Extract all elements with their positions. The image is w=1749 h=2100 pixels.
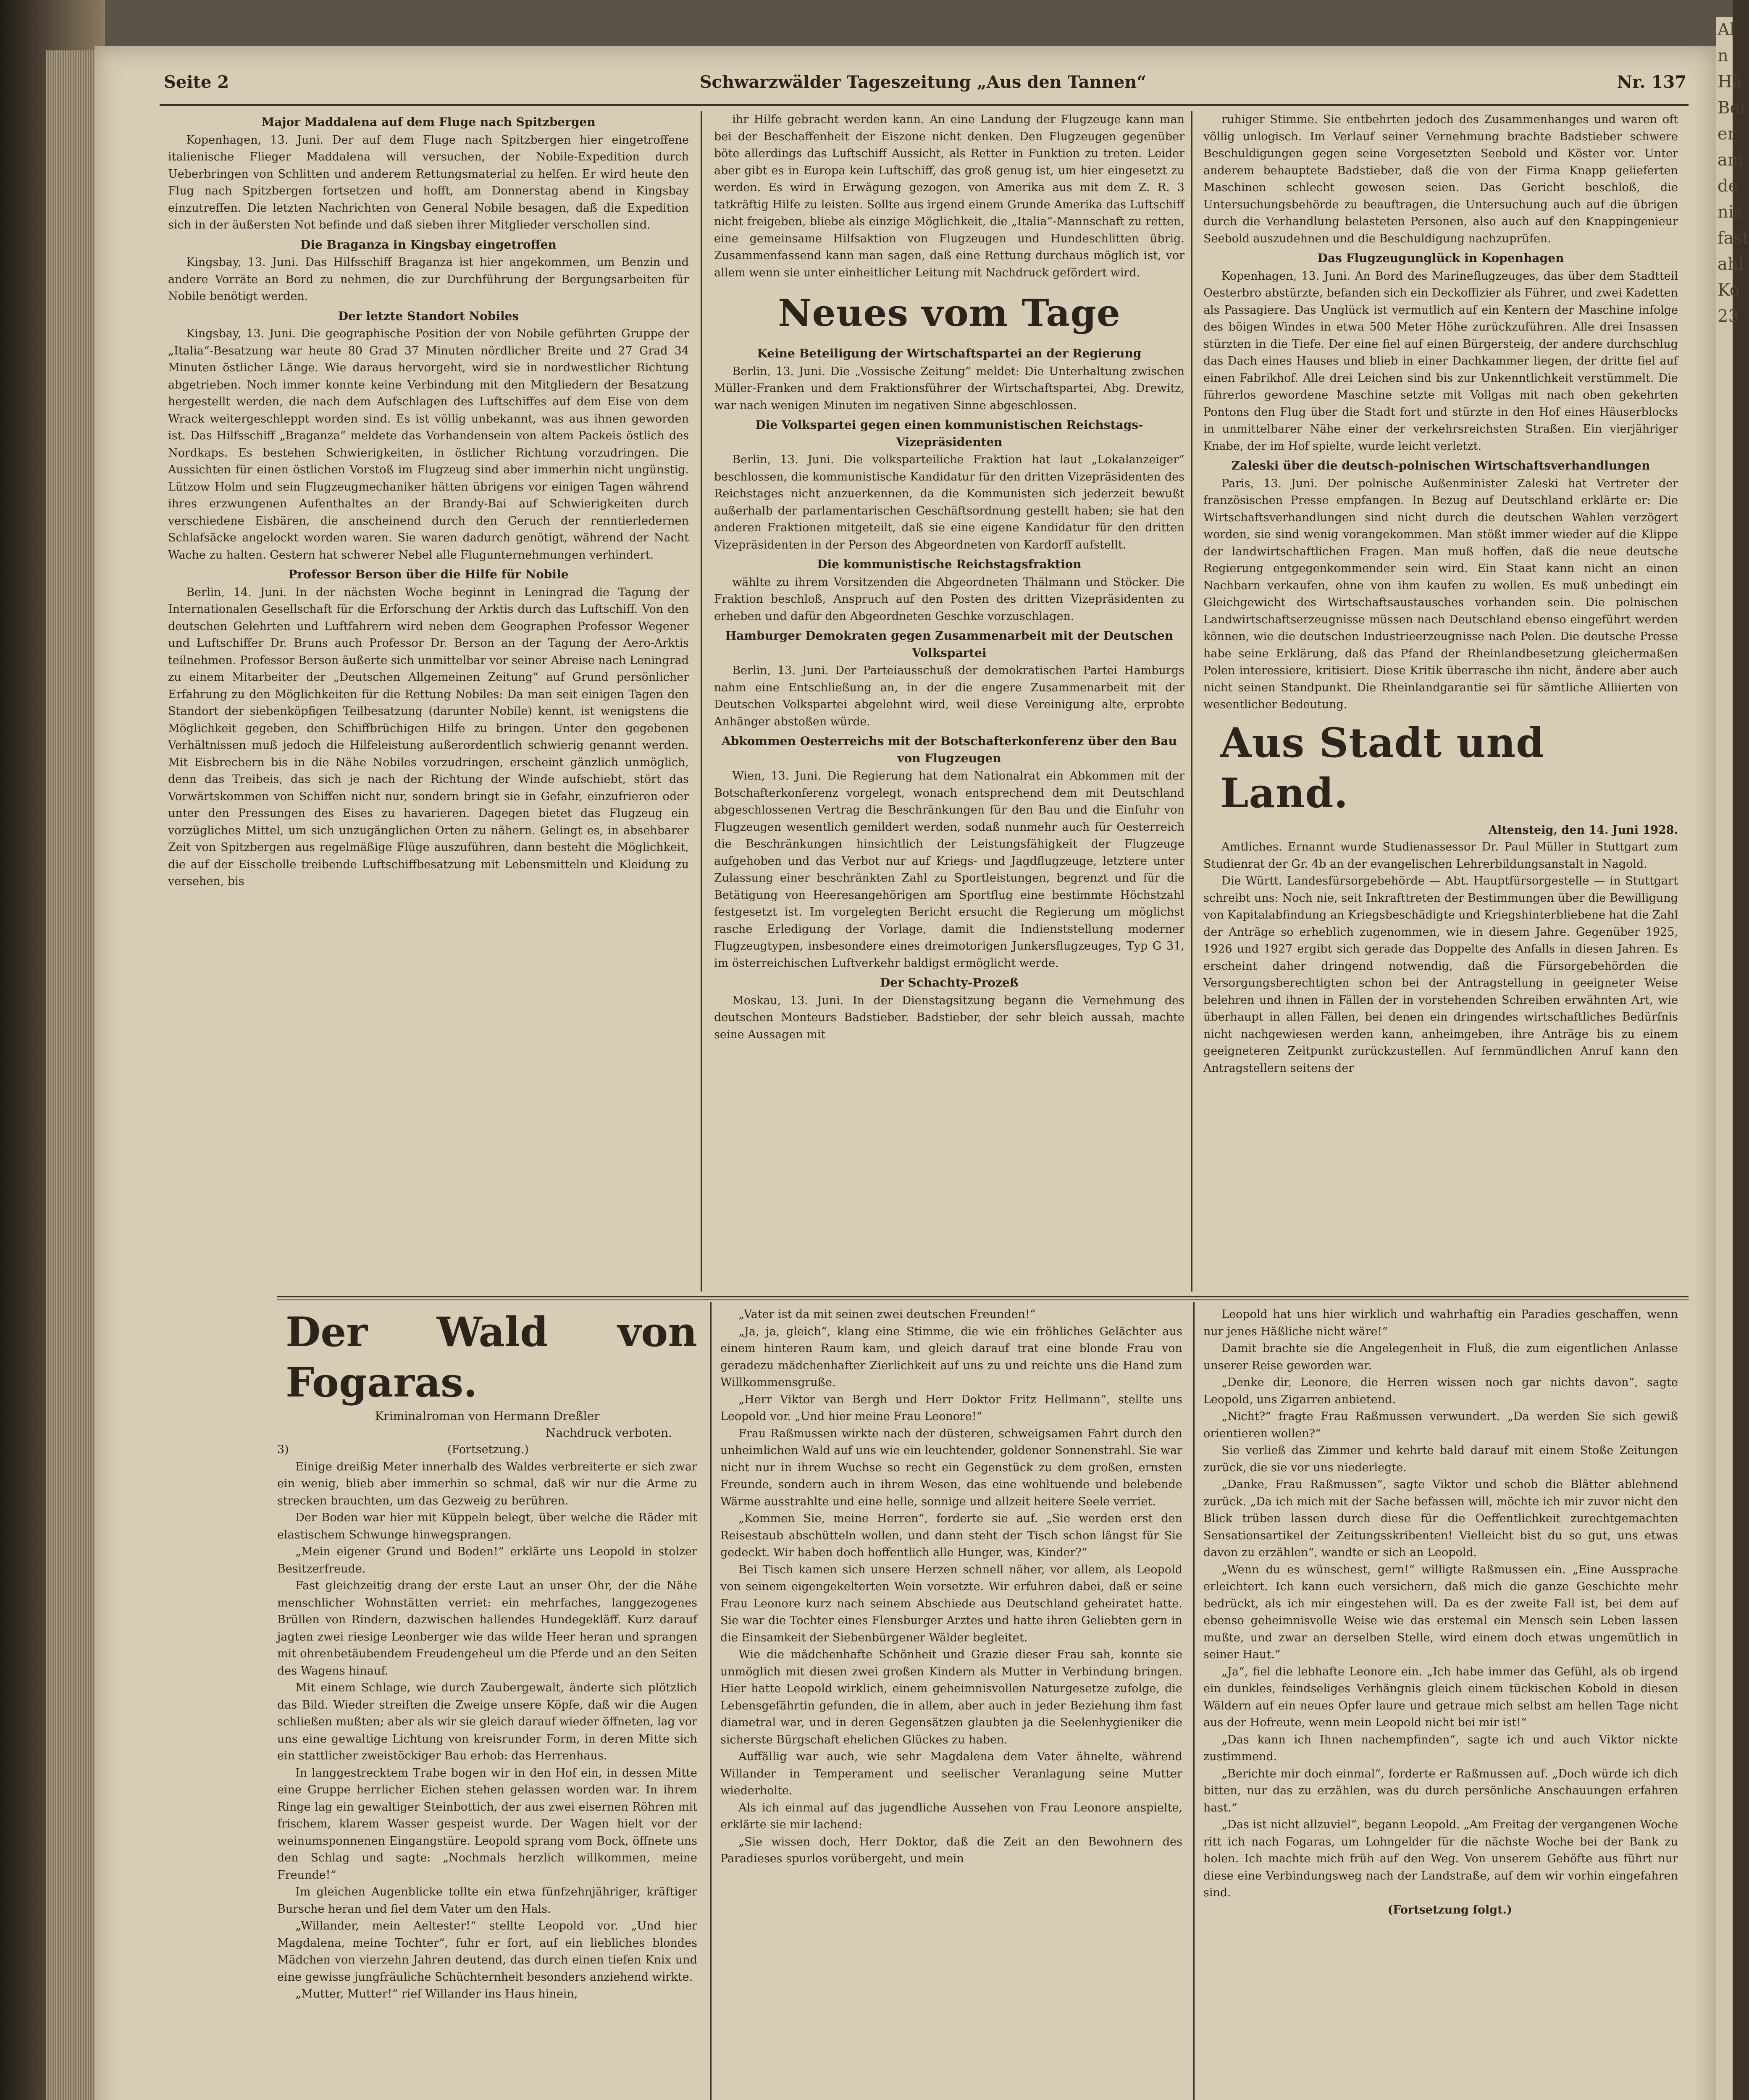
- edge-fragment: fast: [1717, 228, 1749, 248]
- article-headline: Major Maddalena auf dem Fluge nach Spitzbergen: [261, 115, 596, 129]
- serial-paragraph: „Kommen Sie, meine Herren“, forderte sie auf. „Sie werden erst den Reisestaub abschütteln wollen, und dann steht der Tisch schon längst für Sie gedeckt. Wir haben doch hoffentlich alle Hunger, was, Kinder?“: [720, 1512, 1182, 1559]
- serial-paragraph: Sie verließ das Zimmer und kehrte bald darauf mit einem Stoße Zeitungen zurück, die sie vor uns niederlegte.: [1203, 1444, 1678, 1474]
- serial-byline: Kriminalroman von Hermann Dreßler: [375, 1409, 600, 1423]
- page-edges: [46, 50, 101, 2100]
- serial-column-2: [720, 1306, 1182, 2100]
- serial-paragraph: Wie die mädchenhafte Schönheit und Grazie dieser Frau sah, konnte sie unmöglich mit diesen zwei großen Kindern als Mutter in Verbindung bringen. Hier hatte Leopold wirklich, einem geheimnisvollen Naturgesetze zufolge, die Lebensgefährtin gefunden, die in allem, aber auch in jeder Beziehung ihm fast diametral war, und in deren Gegensätzen glaubten ja die Seelenhygieniker die sicherste Bürgschaft ehelichen Glückes zu haben.: [720, 1648, 1182, 1746]
- serial-paragraph: „Danke, Frau Raßmussen“, sagte Viktor und schob die Blätter ablehnend zurück. „Da ich mich mit der Sache befassen will, möchte ich mir zuvor nicht den Blick trüben lassen durch diese für die Oeffentlichkeit zurechtgemachten Sensationsartikel der Zeitungsskribenten! Vielleicht bist du so gut, uns etwas davon zu erzählen“, wandte er sich an Leopold.: [1203, 1478, 1678, 1559]
- serial-paragraph: Frau Raßmussen wirkte nach der düsteren, schweigsamen Fahrt durch den unheimlichen Wald auf uns wie ein leuchtender, goldener Sonnenstrahl. Sie war nicht nur in ihrem Wuchse so recht ein Gegenstück zu dem großen, ernsten Freunde, sondern auch in ihrem Wesen, das eine wohltuende und belebende Wärme ausstrahlte und eine helle, sonnige und allzeit heitere Seele verriet.: [720, 1427, 1182, 1508]
- serial-paragraph: Im gleichen Augenblicke tollte ein etwa fünfzehnjähriger, kräftiger Bursche heran und fiel dem Vater um den Hals.: [277, 1885, 697, 1916]
- article-paragraph: Wien, 13. Juni. Die Regierung hat dem Nationalrat ein Abkommen mit der Botschafterkonferenz vorgelegt, wonach entsprechend dem mit Deutschland abgeschlossenen Vertrag die Beschränkungen für den Bau und die Einfuhr von Flugzeugen wesentlich gemildert werden, sodaß nunmehr auch für Oesterreich die Beschränkungen hinsichtlich der Leistungsfähigkeit der Flugzeuge aufgehoben und das Verbot nur auf Kriegs- und Jagdflugzeuge, letztere unter Zulassung einer beschränkten Zahl zu Sportleistungen, begrenzt und für die Betätigung von Heeresangehörigen am Sportflug eine bestimmte Höchstzahl festgesetzt ist. Im vorgelegten Bericht ersucht die Regierung um möglichst rasche Erledigung der Vorlage, damit die Indienststellung moderner Flugzeugtypen, insbesondere eines dreimotorigen Junkersflugzeuges, Typ G 31, im österreichischen Luftverkehr baldigst ermöglicht werde.: [714, 769, 1184, 970]
- edge-fragment: ahl: [1717, 255, 1744, 274]
- serial-paragraph: Der Boden war hier mit Küppeln belegt, über welche die Räder mit elastischem Schwunge hinwegsprangen.: [277, 1511, 697, 1541]
- dateline: Altensteig, den 14. Juni 1928.: [1489, 823, 1678, 837]
- installment-number: 3): [277, 1443, 289, 1456]
- serial-title: Der Wald von Fogaras.: [286, 1308, 697, 1406]
- serial-paragraph: Mit einem Schlage, wie durch Zaubergewalt, änderte sich plötzlich das Bild. Wieder streiften die Zweige unsere Köpfe, daß wir die Augen schließen mußten; aber als wir sie gleich darauf wieder öffneten, lag vor uns eine gewaltige Lichtung von kreisrunder Form, in deren Mitte sich ein stattlicher zweistöckiger Bau erhob: das Herrenhaus.: [277, 1681, 697, 1762]
- serial-paragraph: „Berichte mir doch einmal“, forderte er Raßmussen auf. „Doch würde ich dich bitten, nur das zu erzählen, was du durch persönliche Anschauungen erfahren hast.“: [1203, 1767, 1678, 1814]
- article-headline: Abkommen Oesterreichs mit der Botschafterkonferenz über den Bau von Flugzeugen: [722, 734, 1177, 765]
- column-divider: [1191, 111, 1192, 1292]
- serial-column-3: [1203, 1306, 1678, 2100]
- edge-fragment: nis: [1717, 202, 1743, 222]
- section-heading: Aus Stadt und Land.: [1220, 719, 1545, 817]
- article-headline: Die Braganza in Kingsbay eingetroffen: [300, 237, 557, 252]
- article-paragraph: Kopenhagen, 13. Juni. An Bord des Marineflugzeuges, das über dem Stadtteil Oesterbro abstürzte, befanden sich ein Deckoffizier als Führer, und zwei Kadetten als Passagiere. Das Unglück ist vermutlich auf ein Kentern der Maschine infolge des böigen Windes in etwa 500 Meter Höhe zurückzuführen. Alle drei Insassen stürzten in die Tiefe. Der eine fiel auf einen Bürgersteig, der andere durchschlug das Dach eines Hauses und blieb in einer Dachkammer liegen, der dritte fiel auf einen Fabrikhof. Alle drei Leichen sind bis zur Unkenntlichkeit verstümmelt. Die führerlos gewordene Maschine setzte mit Vollgas mit nach oben gekehrten Pontons den Flug über die Stadt fort und stürzte in den Hof eines Häuserblocks in unmittelbarer Nähe einer der verkehrsreichsten Straßen. Ein vierjähriger Knabe, der im Hof spielte, wurde leicht verletzt.: [1203, 269, 1678, 453]
- article-headline: Die kommunistische Reichstagsfraktion: [817, 557, 1082, 571]
- article-headline: Keine Beteiligung der Wirtschaftspartei an der Regierung: [757, 346, 1142, 360]
- column-divider: [1193, 1302, 1195, 2100]
- edge-fragment: am: [1717, 150, 1744, 170]
- article-headline: Hamburger Demokraten gegen Zusammenarbeit mit der Deutschen Volkspartei: [725, 629, 1174, 660]
- article-paragraph: Berlin, 14. Juni. In der nächsten Woche beginnt in Leningrad die Tagung der Internationalen Gesellschaft für die Erforschung der Arktis durch das Luftschiff. Von den deutschen Gelehrten und Luftfahrern wird neben dem Geographen Professor Wegener und Luftschiffer Dr. Bruns auch Professor Dr. Berson an der Tagung der Aero-Arktis teilnehmen. Professor Berson äußerte sich unmittelbar vor seiner Abreise nach Leningrad zu einem Mitarbeiter der „Deutschen Allgemeinen Zeitung“ auf Grund persönlicher Erfahrung zu den Möglichkeiten für die Rettung Nobiles: Da man seit einigen Tagen den Standort der siebenköpfigen Teilbesatzung (darunter Nobile) kennt, ist wenigstens die Möglichkeit gegeben, den Schiffbrüchigen Hilfe zu bringen. Unter den gegebenen Verhältnissen muß jedoch die Hilfeleistung außerordentlich schwierig genannt werden. Mit Eisbrechern bis in die Nähe Nobiles vorzudringen, erscheint gänzlich unmöglich, denn das Treibeis, das sich je nach der Richtung der Winde aufschiebt, stört das Vorwärtskommen von Schiffen nicht nur, sondern bringt sie in Gefahr, einzufrieren oder unter den Pressungen des Eises zu havarieren. Dagegen bietet das Flugzeug ein vorzügliches Mittel, um sich unzugänglichen Orten zu nähern. Gelingt es, in absehbarer Zeit von Spitzbergen aus regelmäßige Flüge auszuführen, dann besteht die Möglichkeit, die auf der Eisscholle treibende Luftschiffbesatzung mit Lebensmitteln und Kleidung zu versehen, bis: [168, 585, 689, 888]
- article-headline: Der Schachty-Prozeß: [880, 976, 1019, 990]
- masthead: Schwarzwälder Tageszeitung „Aus den Tannen“: [699, 72, 1147, 92]
- serial-paragraph: Damit brachte sie die Angelegenheit in Fluß, die zum eigentlichen Anlasse unserer Reise geworden war.: [1203, 1342, 1678, 1372]
- serial-paragraph: „Wenn du es wünschest, gern!“ willigte Raßmussen ein. „Eine Aussprache erleichtert. Ich kann euch versichern, daß mich die ganze Geschichte mehr bedrückt, als ich mir eingestehen will. Da es der zweite Fall ist, bei dem auf ebenso geheimnisvolle Weise wie das erstemal ein Mensch sein Leben lassen mußte, und zwar an derselben Stelle, wird einem doch etwas ungemütlich in seiner Haut.“: [1203, 1563, 1678, 1661]
- edge-fragment: 23: [1717, 307, 1739, 326]
- serial-paragraph: „Mutter, Mutter!“ rief Willander ins Haus hinein,: [295, 1987, 578, 2000]
- article-paragraph: ruhiger Stimme. Sie entbehrten jedoch des Zusammenhanges und waren oft völlig unlogisch. Im Verlauf seiner Vernehmung brachte Badstieber schwere Beschuldigungen gegen seine Vorgesetzten Seebold und Köster vor. Unter anderem behauptete Badstieber, daß die von der Firma Knapp gelieferten Maschinen schlecht gewesen seien. Das Gericht beschloß, die Untersuchungsbehörde zu beauftragen, die Untersuchung auch auf die übrigen durch die Verhandlung belasteten Personen, also auch auf den Knappingenieur Seebold auszudehnen und die Beschuldigung nachzuprüfen.: [1203, 113, 1678, 245]
- serial-paragraph: „Vater ist da mit seinen zwei deutschen Freunden!“: [738, 1308, 1036, 1321]
- article-headline: Zaleski über die deutsch-polnischen Wirtschaftsverhandlungen: [1231, 459, 1650, 472]
- article-paragraph: Kingsbay, 13. Juni. Das Hilfsschiff Braganza ist hier angekommen, um Benzin und andere Vorräte an Bord zu nehmen, die zur Durchführung der Bergungsarbeiten für Nobile benötigt werden.: [168, 256, 689, 303]
- edge-fragment: er: [1717, 124, 1736, 144]
- serial-paragraph: „Ja, ja, gleich“, klang eine Stimme, die wie ein fröhliches Gelächter aus einem hinteren Raum kam, und gleich darauf trat eine blonde Frau von geradezu mädchenhafter Zierlichkeit auf uns zu und reichte uns die Hand zum Willkommensgruße.: [720, 1325, 1182, 1389]
- article-paragraph: Berlin, 13. Juni. Der Parteiausschuß der demokratischen Partei Hamburgs nahm eine Entschließung an, in der die engere Zusammenarbeit mit der Deutschen Volkspartei abgelehnt wird, weil diese Vereinigung alte, erprobte Anhänger abstoßen würde.: [714, 664, 1184, 728]
- column-divider: [701, 111, 702, 1292]
- article-paragraph: Moskau, 13. Juni. In der Dienstagsitzung begann die Vernehmung des deutschen Monteurs Badstieber. Badstieber, der sehr bleich aussah, machte seine Aussagen mit: [714, 994, 1184, 1041]
- serial-paragraph: In langgestrecktem Trabe bogen wir in den Hof ein, in dessen Mitte eine Gruppe herrlicher Eichen stehen gelassen worden war. In ihrem Ringe lag ein gewaltiger Steinbottich, der aus zwei eisernen Röhren mit frischem, klarem Wasser gespeist wurde. Der Wagen hielt vor der weinumsponnenen Eingangstüre. Leopold sprang vom Bock, öffnete uns den Schlag und sagte: „Nochmals herzlich willkommen, meine Freunde!“: [277, 1766, 697, 1882]
- edge-fragment: Ko: [1717, 281, 1740, 300]
- section-heading: Neues vom Tage: [778, 291, 1121, 335]
- edge-fragment: n: [1717, 46, 1728, 66]
- top-column-1: [168, 111, 689, 1289]
- serial-paragraph: „Das kann ich Ihnen nachempfinden“, sagte ich und auch Viktor nickte zustimmend.: [1203, 1733, 1678, 1763]
- issue-number: Nr. 137: [1617, 72, 1686, 92]
- top-column-3: [1203, 111, 1678, 1289]
- article-paragraph: ihr Hilfe gebracht werden kann. An eine Landung der Flugzeuge kann man bei der Beschaffenheit der Eiszone nicht denken. Den Flugzeugen gegenüber böte allerdings das Luftschiff Aussicht, als Retter in Funktion zu treten. Leider aber gibt es in Europa kein Luftschiff, das groß genug ist, um hier eingesetzt zu werden. Es wird in Erwägung gezogen, von Amerika aus mit dem Z. R. 3 tatkräftig Hilfe zu leisten. Sollte aus irgend einem Grunde Amerika das Luftschiff nicht freigeben, bliebe als einzige Möglichkeit, die „Italia“-Mannschaft zu retten, eine gemeinsame Hilfsaktion von Flugzeugen und Hundeschlitten übrig. Zusammenfassend kann man sagen, daß eine Rettung durchaus möglich ist, vor allem wenn sie unter einheitlicher Leitung mit Nachdruck gefördert wird.: [714, 113, 1184, 279]
- article-paragraph: Berlin, 13. Juni. Die „Vossische Zeitung“ meldet: Die Unterhaltung zwischen Müller-Franken und dem Fraktionsführer der Wirtschaftspartei, Abg. Drewitz, war nach wenigen Minuten im negativen Sinne abgeschlossen.: [714, 365, 1184, 412]
- serial-column-1: [277, 1306, 697, 2100]
- serial-paragraph: „Willander, mein Aeltester!“ stellte Leopold vor. „Und hier Magdalena, meine Tochter“, fuhr er fort, auf ein liebliches blondes Mädchen von vierzehn Jahren deutend, das durch einen tiefen Knix und eine gewisse jungfräuliche Schüchternheit besonders anziehend wirkte.: [277, 1919, 697, 1984]
- article-paragraph: Kopenhagen, 13. Juni. Der auf dem Fluge nach Spitzbergen hier eingetroffene italienische Flieger Maddalena will versuchen, der Nobile-Expedition durch Ueberbringen von Schlitten und anderem Rettungsmaterial zu helfen. Er wird heute den Flug nach Spitzbergen fortsetzen und hofft, am Donnerstag abend in Kingsbay einzutreffen. Die letzten Nachrichten von General Nobile besagen, daß die Expedition sich in der äußersten Not befinde und daß sieben ihrer Mitglieder verschollen sind.: [168, 133, 689, 231]
- serial-paragraph: „Sie wissen doch, Herr Doktor, daß die Zeit an den Bewohnern des Paradieses spurlos vorübergeht, und mein: [720, 1835, 1182, 1865]
- edge-fragment: de: [1717, 176, 1738, 196]
- section-rule: [277, 1296, 1689, 1297]
- serial-rights: Nachdruck verboten.: [545, 1426, 672, 1440]
- serial-paragraph: „Mein eigener Grund und Boden!“ erklärte uns Leopold in stolzer Besitzerfreude.: [277, 1545, 697, 1575]
- next-page-edge: [1716, 17, 1749, 2100]
- top-column-2: [714, 111, 1184, 1289]
- edge-fragment: Bei: [1717, 98, 1745, 118]
- serial-paragraph: „Das ist nicht allzuviel“, begann Leopold. „Am Freitag der vergangenen Woche ritt ich nach Fogaras, um Lohngelder für die nächste Woche bei der Bank zu holen. Ich machte mich früh auf den Weg. Von unserem Gehöfte aus führt nur diese eine Verbindungsweg nach der Landstraße, auf dem wir vorhin eingefahren sind.: [1203, 1818, 1678, 1899]
- article-headline: Das Flugzeugunglück in Kopenhagen: [1317, 251, 1564, 265]
- serial-paragraph: „Ja“, fiel die lebhafte Leonore ein. „Ich habe immer das Gefühl, als ob irgend ein dunkles, feindseliges Verhängnis gleich einem tückischen Kobold in diesen Wäldern auf ein neues Opfer laure und getraue mich selbst am hellen Tage nicht aus der Hofreute, wenn mein Leopold nicht bei mir ist!“: [1203, 1665, 1678, 1729]
- article-headline: Professor Berson über die Hilfe für Nobile: [288, 567, 569, 581]
- serial-paragraph: Als ich einmal auf das jugendliche Aussehen von Frau Leonore anspielte, erklärte sie mir lachend:: [720, 1801, 1182, 1831]
- serial-paragraph: „Denke dir, Leonore, die Herren wissen noch gar nichts davon“, sagte Leopold, uns Zigarren anbietend.: [1203, 1376, 1678, 1406]
- article-paragraph: Amtliches. Ernannt wurde Studienassessor Dr. Paul Müller in Stuttgart zum Studienrat der Gr. 4b an der evangelischen Lehrerbildungsanstalt in Nagold.: [1203, 840, 1678, 871]
- section-rule-thin: [277, 1299, 1689, 1300]
- article-paragraph: wählte zu ihrem Vorsitzenden die Abgeordneten Thälmann und Stöcker. Die Fraktion beschloß, Anspruch auf den Posten des dritten Vizepräsidenten zu erheben und dafür den Abgeordneten Geschke vorzuschlagen.: [714, 575, 1184, 623]
- article-headline: Der letzte Standort Nobiles: [338, 309, 519, 323]
- serial-paragraph: Leopold hat uns hier wirklich und wahrhaftig ein Paradies geschaffen, wenn nur jenes Häßliche nicht wäre!“: [1203, 1308, 1678, 1338]
- serial-paragraph: „Herr Viktor van Bergh und Herr Doktor Fritz Hellmann“, stellte uns Leopold vor. „Und hier meine Frau Leonore!“: [720, 1393, 1182, 1423]
- article-paragraph: Berlin, 13. Juni. Die volksparteiliche Fraktion hat laut „Lokalanzeiger“ beschlossen, die kommunistische Kandidatur für den dritten Vizepräsidenten des Reichstages nicht anzuerkennen, da die Kommunisten sich jederzeit bewußt außerhalb der parlamentarischen Geschäftsordnung gestellt haben; sie hat den anderen Fraktionen mitgeteilt, daß sie eine eigene Kandidatur für den dritten Vizepräsidenten in der Person des Abgeordneten von Kardorff aufstellt.: [714, 453, 1184, 551]
- serial-installment: [277, 1441, 697, 1459]
- article-paragraph: Paris, 13. Juni. Der polnische Außenminister Zaleski hat Vertreter der französischen Presse empfangen. In Bezug auf Deutschland erklärte er: Die Wirtschaftsverhandlungen sind nicht durch die deutschen Wahlen verzögert worden, sie sind wenig vorangekommen. Man stößt immer wieder auf die Klippe der landwirtschaftlichen Fragen. Man muß hoffen, daß die neue deutsche Regierung entgegenkommender sein wird. Ein Staat kann nicht an einen Nachbarn verkaufen, ohne von ihm kaufen zu wollen. Es muß unbedingt ein Gleichgewicht des Wirtschaftsaustausches vorhanden sein. Die polnischen Landwirtschaftserzeugnisse müssen nach Deutschland ebenso eingeführt werden können, wie die deutschen Industrieerzeugnisse nach Polen. Die deutsche Presse habe seine Erklärung, daß das Pfand der Rheinlandbesetzung gleichermaßen Polen interessiere, kritisiert. Diese Kritik überrasche ihn nicht, ändere aber auch nicht seinen Standpunkt. Die Rheinlandgarantie sei für sämtliche Alliierten von wesentlicher Bedeutung.: [1203, 477, 1678, 711]
- serial-paragraph: Einige dreißig Meter innerhalb des Waldes verbreiterte er sich zwar ein wenig, blieb aber immerhin so schmal, daß wir nur die Arme zu strecken brauchten, um das Gezweig zu berühren.: [277, 1460, 697, 1507]
- page-number: Seite 2: [164, 72, 229, 92]
- serial-paragraph: Bei Tisch kamen sich unsere Herzen schnell näher, vor allem, als Leopold von seinem eigengekelterten Wein vorsetzte. Wir erfuhren dabei, daß er seine Frau Leonore kurz nach seinem Abschiede aus Deutschland geheiratet hatte. Sie war die Tochter eines Flensburger Arztes und hatte ihren Geliebten gern in die Einsamkeit der Siebenbürgener Wälder begleitet.: [720, 1563, 1182, 1644]
- serial-paragraph: Fast gleichzeitig drang der erste Laut an unser Ohr, der die Nähe menschlicher Wohnstätten verriet: ein mehrfaches, langgezogenes Brüllen von Rindern, dazwischen hallendes Hundegekläff. Kurz darauf jagten zwei riesige Leonberger wie das wilde Heer heran und sprangen mit ohrenbetäubendem Freudengeheul um die Pferde und an den Seiten des Wagens hinauf.: [277, 1579, 697, 1677]
- article-paragraph: Die Württ. Landesfürsorgebehörde — Abt. Hauptfürsorgestelle — in Stuttgart schreibt uns: Noch nie, seit Inkrafttreten der Bestimmungen über die Bewilligung von Kapitalabfindung an Kriegsbeschädigte und Kriegshinterbliebene hat die Zahl der Anträge so erheblich zugenommen, wie in diesem Jahre. Gegenüber 1925, 1926 und 1927 ergibt sich gerade das Doppelte des Anfalls in diesen Jahren. Es erscheint daher dringend notwendig, daß die Fürsorgebehörden die Versorgungsberechtigten schon bei der Antragstellung in geeigneter Weise belehren und ihnen in Fällen der in vorstehenden Schreiben erwähnten Art, wie überhaupt in allen Fällen, bei denen ein dringendes wirtschaftliches Bedürfnis nicht nachgewiesen werden kann, anheimgeben, ihre Anträge bis zu einem geeigneteren Zeitpunkt zurückzustellen. Auf fernmündlichen Anruf kann den Antragstellern seitens der: [1203, 874, 1678, 1075]
- page-header: [164, 63, 1686, 101]
- article-paragraph: Kingsbay, 13. Juni. Die geographische Position der von Nobile geführten Gruppe der „Italia“-Besatzung war heute 80 Grad 37 Minuten nördlicher Breite und 27 Grad 34 Minuten östlicher Länge. Wie daraus hervorgeht, wird sie in nordwestlicher Richtung abgetrieben. Noch immer konnte keine Verbindung mit den Mitgliedern der Besatzung hergestellt werden, die nach dem Aufschlagen des Luftschiffes auf dem Eise von dem Wrack weitergeschleppt worden sind. Es ist völlig unbekannt, was aus ihnen geworden ist. Das Hilfsschiff „Braganza“ meldete das Vorhandensein von altem Packeis östlich des Nordkaps. Es bestehen Schwierigkeiten, in östlicher Richtung vorzudringen. Die Aussichten für einen östlichen Vorstoß im Flugzeug sind aber immerhin nicht ungünstig. Lützow Holm und sein Flugzeugmechaniker hätten übrigens vor einigen Tagen während ihres erzwungenen Aufenthaltes an der Brandy-Bai auf Schwierigkeiten durch verschiedene Eisbären, die anscheinend durch den Geruch der renntierledernen Schlafsäcke angelockt worden waren. Sie waren dadurch genötigt, während der Nacht Wache zu halten. Gestern hat schwerer Nebel alle Flugunternehmungen verhindert.: [168, 327, 689, 562]
- serial-paragraph: Auffällig war auch, wie sehr Magdalena dem Vater ähnelte, während Willander in Temperament und seelischer Veranlagung seine Mutter wiederholte.: [720, 1750, 1182, 1797]
- continued-note: (Fortsetzung folgt.): [1387, 1903, 1512, 1916]
- header-rule: [160, 104, 1689, 106]
- continuation-note: (Fortsetzung.): [447, 1443, 529, 1456]
- column-divider: [710, 1302, 712, 2100]
- serial-paragraph: „Nicht?“ fragte Frau Raßmussen verwundert. „Da werden Sie sich gewiß orientieren wollen?“: [1203, 1410, 1678, 1440]
- edge-fragment: Al: [1717, 20, 1735, 39]
- edge-fragment: Hä: [1717, 72, 1742, 92]
- article-headline: Die Volkspartei gegen einen kommunistischen Reichstags-Vizepräsidenten: [755, 418, 1143, 449]
